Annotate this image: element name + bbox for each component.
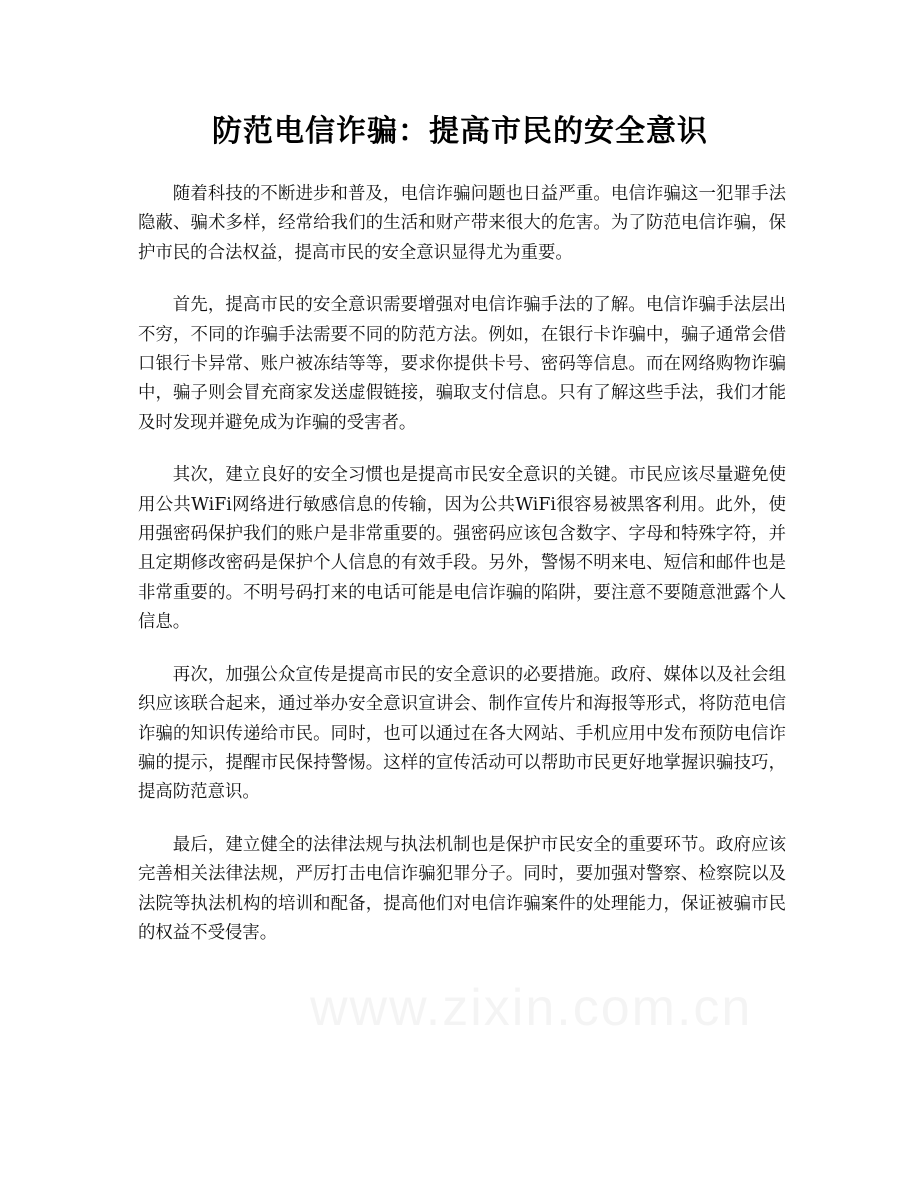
document-body	[138, 180, 786, 971]
paragraph-2: 首先，提高市民的安全意识需要增强对电信诈骗手法的了解。电信诈骗手法层出不穷，不同的诈骗手法需要不同的防范方法。例如，在银行卡诈骗中，骗子通常会借口银行卡异常、账户被冻结等等，要求你提供卡号、密码等信息。而在网络购物诈骗中，骗子则会冒充商家发送虚假链接，骗取支付信息。只有了解这些手法，我们才能及时发现并避免成为诈骗的受害者。	[138, 295, 786, 433]
paragraph-1: 随着科技的不断进步和普及，电信诈骗问题也日益严重。电信诈骗这一犯罪手法隐蔽、骗术多样，经常给我们的生活和财产带来很大的危害。为了防范电信诈骗，保护市民的合法权益，提高市民的安全意识显得尤为重要。	[138, 184, 786, 263]
paragraph-3: 其次，建立良好的安全习惯也是提高市民安全意识的关键。市民应该尽量避免使用公共WiFi网络进行敏感信息的传输，因为公共WiFi很容易被黑客利用。此外，使用强密码保护我们的账户是非常重要的。强密码应该包含数字、字母和特殊字符，并且定期修改密码是保护个人信息的有效手段。另外，警惕不明来电、短信和邮件也是非常重要的。不明号码打来的电话可能是电信诈骗的陷阱，要注意不要随意泄露个人信息。	[138, 465, 786, 633]
paragraph-5: 最后，建立健全的法律法规与执法机制也是保护市民安全的重要环节。政府应该完善相关法律法规，严厉打击电信诈骗犯罪分子。同时，要加强对警察、检察院以及法院等执法机构的培训和配备，提高他们对电信诈骗案件的处理能力，保证被骗市民的权益不受侵害。	[138, 834, 786, 943]
page-title: 防范电信诈骗：提高市民的安全意识	[212, 114, 708, 149]
paragraph-4: 再次，加强公众宣传是提高市民的安全意识的必要措施。政府、媒体以及社会组织应该联合起来，通过举办安全意识宣讲会、制作宣传片和海报等形式，将防范电信诈骗的知识传递给市民。同时，也可以通过在各大网站、手机应用中发布预防电信诈骗的提示，提醒市民保持警惕。这样的宣传活动可以帮助市民更好地掌握识骗技巧，提高防范意识。	[138, 664, 786, 803]
watermark	[310, 978, 752, 1038]
